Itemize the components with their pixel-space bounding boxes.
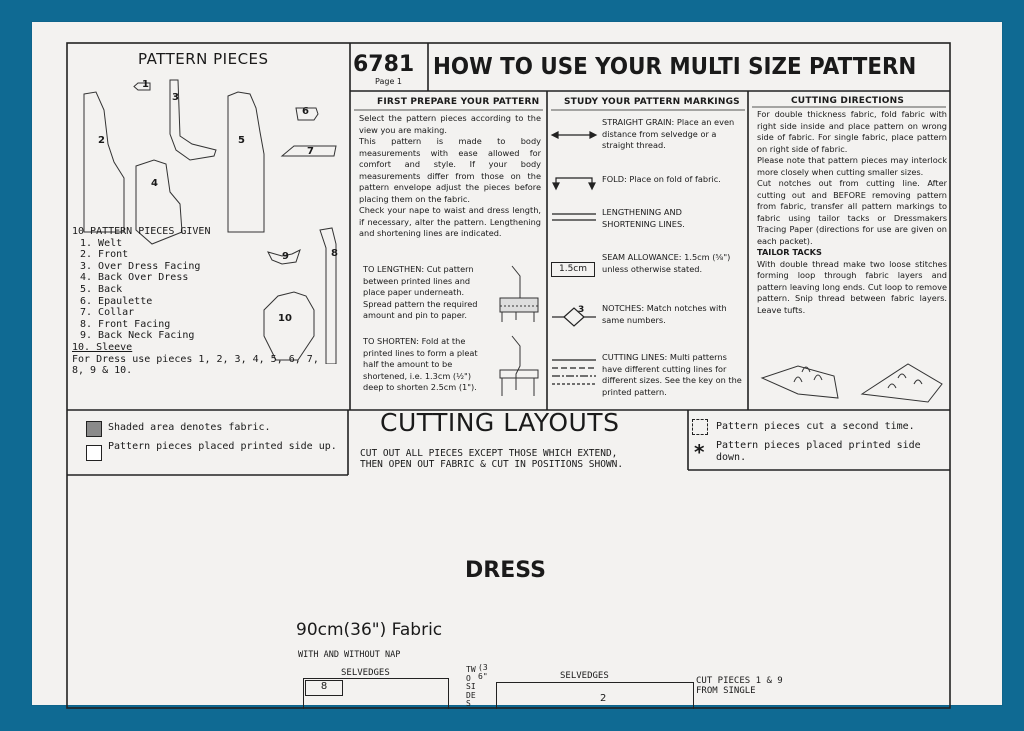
lengthening-text: LENGTHENING AND SHORTENING LINES.	[602, 207, 685, 229]
piece-number-4: 4	[151, 178, 158, 189]
cutting-paragraph: Cut notches out from cutting line. After cutting out and BEFORE removing pattern from fabric, transfer all pattern markings to fabric using tailor tacks or Dressmakers Tracing Paper (directions for use are given on each packet).	[757, 178, 947, 246]
pieces-list-heading: 10 PATTERN PIECES GIVEN	[72, 226, 211, 237]
legend-printed-down: Pattern pieces placed printed side down.	[716, 440, 921, 463]
cutting-directions-text	[757, 109, 947, 316]
list-item: 5. Back	[80, 283, 123, 295]
pattern-pieces-title: PATTERN PIECES	[138, 50, 269, 68]
layout-strip-2	[496, 682, 694, 709]
nap-label: WITH AND WITHOUT NAP	[298, 650, 401, 660]
subtitle-line: THEN OPEN OUT FABRIC & CUT IN POSITIONS SHOWN.	[360, 459, 624, 470]
piece-number-7: 7	[307, 146, 314, 157]
legend-shaded: Shaded area denotes fabric.	[108, 422, 271, 433]
tailor-tack-illustration	[758, 358, 946, 406]
legend-second-time: Pattern pieces cut a second time.	[716, 421, 915, 432]
markings-heading: STUDY YOUR PATTERN MARKINGS	[564, 97, 740, 107]
cutting-directions-heading: CUTTING DIRECTIONS	[791, 96, 905, 106]
page-label: Page 1	[375, 77, 402, 86]
fold-text: FOLD: Place on fold of fabric.	[602, 174, 721, 184]
list-item: 2. Front	[80, 249, 129, 261]
notches-text: NOTCHES: Match notches with same numbers.	[602, 303, 727, 325]
cut-pieces-note	[696, 676, 783, 696]
legend-printed-up: Pattern pieces placed printed side up.	[108, 441, 337, 452]
dress-heading: DRESS	[465, 558, 546, 583]
seam-text: SEAM ALLOWANCE: 1.5cm (⅝") unless otherwise stated.	[602, 252, 731, 274]
prepare-paragraph: Check your nape to waist and dress length, if necessary, alter the pattern. Lengthening and shortening lines are indicated.	[359, 205, 541, 238]
star-symbol: *	[694, 440, 705, 464]
piece-number-8: 8	[331, 248, 338, 259]
prepare-text	[359, 113, 541, 240]
prepare-heading: FIRST PREPARE YOUR PATTERN	[377, 97, 540, 107]
list-item: 4. Back Over Dress	[80, 272, 189, 284]
piece-number-6: 6	[302, 106, 309, 117]
width-label: (36"	[478, 663, 488, 681]
list-item: 8. Front Facing	[80, 318, 171, 330]
layout-piece-8: 8	[305, 680, 343, 696]
lengthen-shorten-diagram	[494, 262, 544, 402]
fabric-width: 90cm(36") Fabric	[296, 620, 443, 640]
cutting-lines-text: CUTTING LINES: Multi patterns have different cutting lines for different sizes. See the key on the printed pattern.	[602, 352, 742, 397]
main-title: HOW TO USE YOUR MULTI SIZE PATTERN	[433, 54, 917, 80]
cutting-paragraph: For double thickness fabric, fold fabric with right side inside and place pattern on wrong side of fabric. For single fabric, place pattern on right side of fabric.	[757, 109, 947, 154]
piece-number-3: 3	[172, 92, 179, 103]
second-cut-swatch	[692, 419, 708, 435]
piece-number-10: 10	[278, 313, 292, 324]
list-item: 3. Over Dress Facing	[80, 260, 201, 272]
sides-label: TWO SIDES	[466, 665, 476, 708]
prepare-paragraph: Select the pattern pieces according to the view you are making.	[359, 113, 541, 135]
layout-piece-2: 2	[600, 693, 607, 704]
notch-number: 3	[578, 305, 585, 315]
cutting-paragraph: Please note that pattern pieces may interlock more closely when cutting smaller sizes.	[757, 155, 947, 177]
shorten-text: TO SHORTEN: Fold at the printed lines to form a pleat half the amount to be shortened, i.e. 1.3cm (½") deep to shorten 2.5cm (1").	[363, 336, 478, 392]
list-item: 6. Epaulette	[80, 295, 153, 307]
selvedges-label-1: SELVEDGES	[341, 668, 390, 678]
tailor-tacks-heading: TAILOR TACKS	[757, 247, 822, 257]
shaded-swatch	[86, 421, 102, 437]
list-item: 7. Collar	[80, 307, 135, 319]
markings-symbols	[550, 112, 600, 402]
selvedges-label-2: SELVEDGES	[560, 671, 609, 681]
cutting-layouts-subtitle	[360, 448, 623, 470]
list-item: 9. Back Neck Facing	[80, 330, 195, 342]
printed-up-swatch	[86, 445, 102, 461]
pattern-number: 6781	[353, 52, 415, 77]
cut-pieces-line: FROM SINGLE	[696, 686, 756, 696]
dress-pieces-note: For Dress use pieces 1, 2, 3, 4, 5, 6, 7,	[72, 353, 319, 365]
piece-front-shape	[84, 92, 124, 232]
tailor-tacks-text: With double thread make two loose stitches forming loop through fabric layers and pattern leaving long ends. Cut loop to remove pattern. Snip thread between fabric layers. Leave tufts.	[757, 258, 947, 315]
piece-number-5: 5	[238, 135, 245, 146]
piece-number-1: 1	[142, 79, 149, 90]
dress-pieces-note-cont: 8, 9 & 10.	[72, 365, 133, 377]
subtitle-line: CUT OUT ALL PIECES EXCEPT THOSE WHICH EXTEND,	[360, 448, 618, 459]
pattern-pieces-list	[72, 226, 344, 377]
piece-number-9: 9	[282, 251, 289, 262]
cut-pieces-line: CUT PIECES 1 & 9	[696, 676, 783, 686]
prepare-paragraph: This pattern is made to body measurements with ease allowed for comfort and style. If your body measurements differ from those on the pattern envelope adjust the pieces before placing them on the fabric.	[359, 136, 541, 204]
cutting-layouts-title: CUTTING LAYOUTS	[380, 408, 620, 437]
seam-allowance-box: 1.5cm	[551, 262, 595, 277]
list-item: 1. Welt	[80, 237, 123, 249]
piece-back-shape	[228, 92, 264, 232]
piece-number-2: 2	[98, 135, 105, 146]
lengthen-text: TO LENGTHEN: Cut pattern between printed lines and place paper underneath. Spread pattern the required amount and pin to paper.	[363, 264, 478, 320]
list-item: 10. Sleeve	[72, 341, 133, 353]
grain-text: STRAIGHT GRAIN: Place an even distance from selvedge or a straight thread.	[602, 117, 735, 150]
